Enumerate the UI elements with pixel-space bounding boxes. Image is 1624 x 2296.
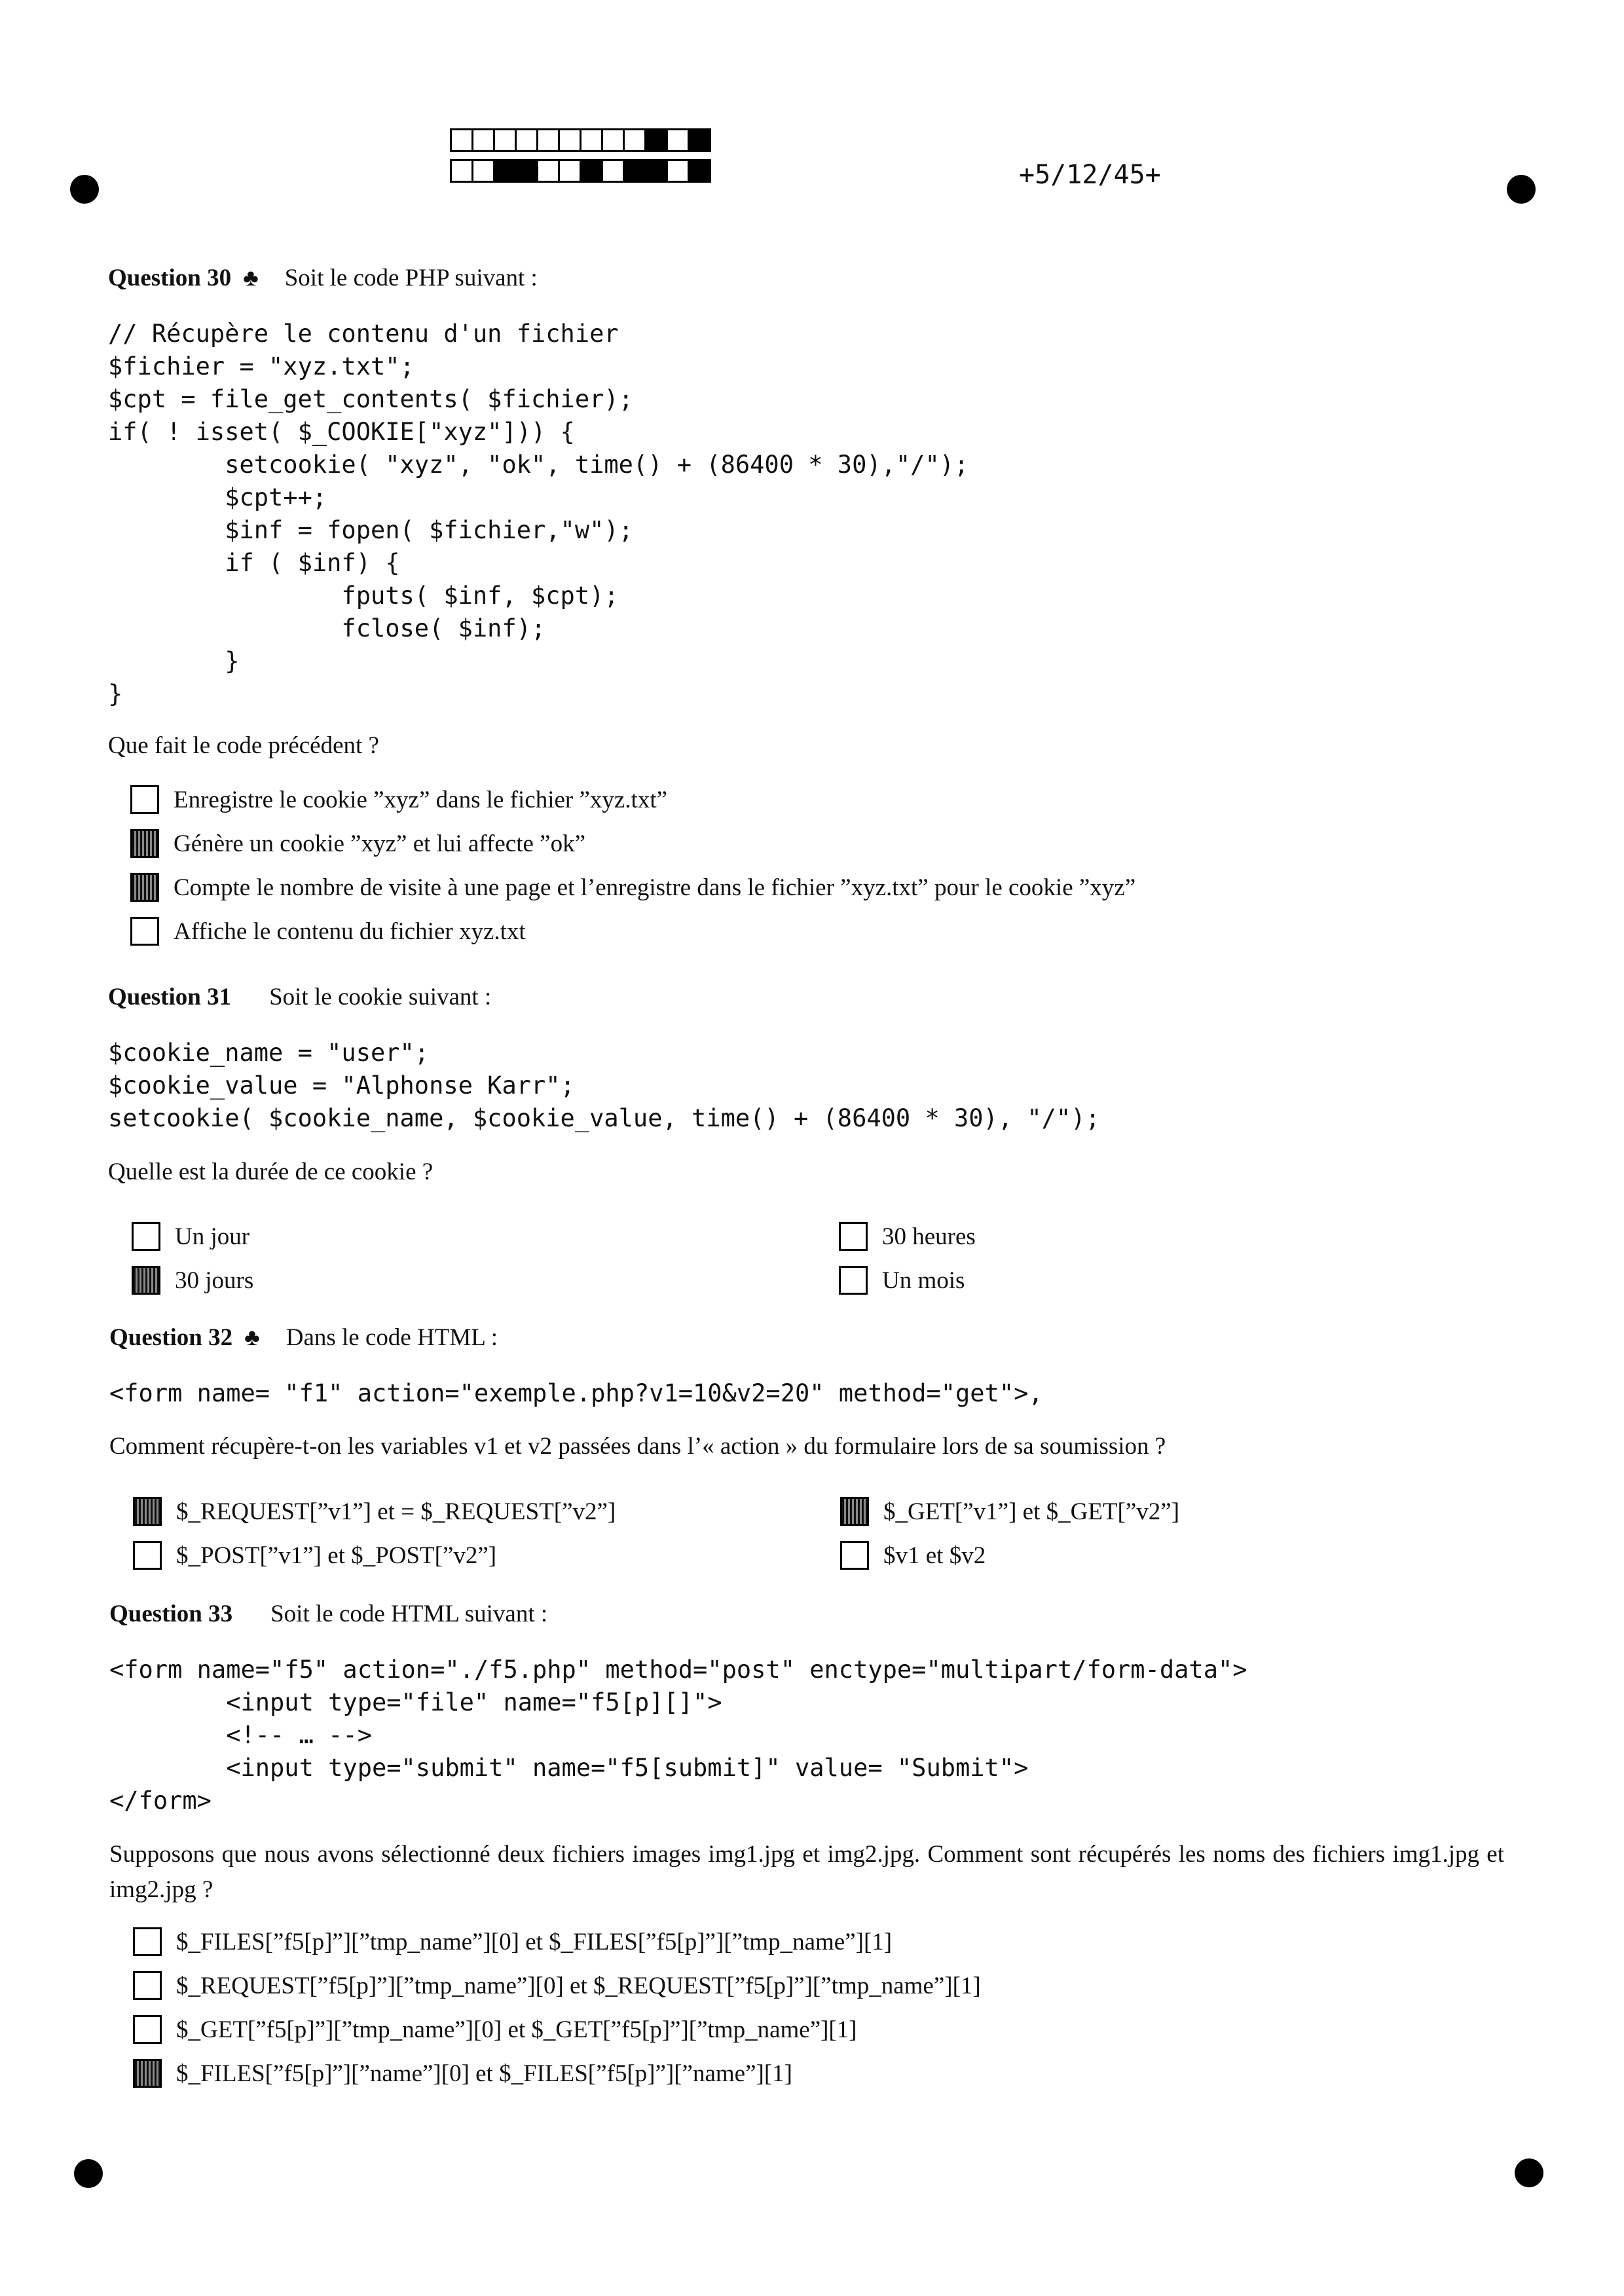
question-33-prompt: Supposons que nous avons sélectionné deux fichiers images img1.jpg et img2.jpg. Comment sont récupérés les noms des fichiers img1.jpg et img2.jpg ? xyxy=(109,1841,1504,1903)
answer-checkbox[interactable] xyxy=(839,1266,868,1295)
barcode-cell xyxy=(471,159,495,183)
question-intro: Dans le code HTML : xyxy=(286,1324,498,1351)
answer-checkbox[interactable] xyxy=(130,785,159,814)
question-30-prompt: Que fait le code précédent ? xyxy=(108,732,379,759)
question-31-header xyxy=(108,983,491,1011)
barcode-cell xyxy=(515,159,538,183)
barcode-cell xyxy=(666,128,690,152)
answer-checkbox[interactable] xyxy=(133,1971,162,2000)
answer-checkbox[interactable] xyxy=(839,1222,868,1251)
answer-checkbox[interactable] xyxy=(130,873,159,902)
barcode-cell xyxy=(558,128,581,152)
answer-checkbox[interactable] xyxy=(840,1541,869,1570)
answer-option[interactable] xyxy=(839,1222,976,1251)
question-30-code: // Récupère le contenu d'un fichier $fichier = "xyz.txt"; $cpt = file_get_contents( $fichier); if( ! isset( $_COOKIE["xyz"])) { setcookie( "xyz", "ok", time() + (86400 * 30),"/"); $cpt++; $inf = fopen( $fichier,"w"); if ( $inf) { fputs( $inf, $cpt); fclose( $inf); } } xyxy=(108,320,969,708)
answer-text: Affiche le contenu du fichier xyz.txt xyxy=(174,917,526,945)
registration-mark-top-left xyxy=(70,175,99,204)
answer-text: $_FILES[”f5[p]”][”name”][0] et $_FILES[”f5[p]”][”name”][1] xyxy=(176,2060,792,2087)
barcode-cell xyxy=(450,159,473,183)
barcode-cell xyxy=(450,128,473,152)
barcode-cell xyxy=(493,128,517,152)
answer-text: $_FILES[”f5[p]”][”tmp_name”][0] et $_FILES[”f5[p]”][”tmp_name”][1] xyxy=(176,1928,893,1955)
answer-option[interactable] xyxy=(130,917,526,946)
answer-option[interactable] xyxy=(133,1971,981,2000)
answer-text: $_GET[”f5[p]”][”tmp_name”][0] et $_GET[”f5[p]”][”tmp_name”][1] xyxy=(176,2016,857,2043)
answer-text: $_POST[”v1”] et $_POST[”v2”] xyxy=(176,1542,497,1569)
answer-text: Enregistre le cookie ”xyz” dans le fichier ”xyz.txt” xyxy=(174,786,668,813)
question-intro: Soit le code HTML suivant : xyxy=(270,1601,548,1627)
question-intro: Soit le code PHP suivant : xyxy=(284,265,538,291)
answer-text: 30 jours xyxy=(175,1267,254,1294)
question-32-header xyxy=(109,1324,498,1352)
question-31-code: $cookie_name = "user"; $cookie_value = "Alphonse Karr"; setcookie( $cookie_name, $cookie_value, time() + (86400 * 30), "/"); xyxy=(108,1039,1100,1132)
answer-checkbox[interactable] xyxy=(130,917,159,946)
barcode-cell xyxy=(580,128,603,152)
page-identifier: +5/12/45+ xyxy=(1019,160,1161,190)
answer-text: $_REQUEST[”f5[p]”][”tmp_name”][0] et $_REQUEST[”f5[p]”][”tmp_name”][1] xyxy=(176,1972,981,1999)
answer-text: 30 heures xyxy=(882,1223,976,1250)
answer-text: Un jour xyxy=(175,1223,250,1250)
answer-checkbox[interactable] xyxy=(840,1497,869,1526)
page-barcode-bottom-row xyxy=(452,159,711,183)
question-label: Question 33 xyxy=(109,1601,233,1627)
answer-checkbox[interactable] xyxy=(132,1222,160,1251)
club-icon: ♣ xyxy=(243,265,259,291)
answer-checkbox[interactable] xyxy=(133,1541,162,1570)
question-33-header xyxy=(109,1600,547,1628)
answer-checkbox[interactable] xyxy=(133,1927,162,1956)
question-label: Question 30 xyxy=(108,265,232,291)
answer-option[interactable] xyxy=(133,2059,792,2088)
question-intro: Soit le cookie suivant : xyxy=(269,984,492,1010)
barcode-cell xyxy=(666,159,690,183)
barcode-cell xyxy=(623,159,646,183)
answer-option[interactable] xyxy=(132,1266,253,1295)
barcode-cell xyxy=(601,128,625,152)
answer-option[interactable] xyxy=(130,829,585,858)
answer-checkbox[interactable] xyxy=(133,2059,162,2088)
barcode-cell xyxy=(580,159,603,183)
answer-text: Génère un cookie ”xyz” et lui affecte ”ok” xyxy=(174,830,585,857)
answer-option[interactable] xyxy=(840,1541,986,1570)
question-32-code: <form name= "f1" action="exemple.php?v1=10&v2=20" method="get">, xyxy=(109,1379,1043,1407)
question-32-prompt: Comment récupère-t-on les variables v1 et v2 passées dans l’« action » du formulaire lors de sa soumission ? xyxy=(109,1433,1166,1460)
answer-text: $v1 et $v2 xyxy=(883,1542,986,1569)
barcode-cell xyxy=(536,159,560,183)
club-icon: ♣ xyxy=(244,1324,260,1350)
barcode-cell xyxy=(536,128,560,152)
answer-option[interactable] xyxy=(133,1497,616,1526)
barcode-cell xyxy=(644,128,668,152)
answer-checkbox[interactable] xyxy=(133,1497,162,1526)
barcode-cell xyxy=(623,128,646,152)
barcode-cell xyxy=(515,128,538,152)
answer-option[interactable] xyxy=(133,1927,892,1956)
question-label: Question 31 xyxy=(108,984,232,1010)
question-33-code: <form name="f5" action="./f5.php" method="post" enctype="multipart/form-data"> <input type="file" name="f5[p][]"> <!-- … --> <input type="submit" name="f5[submit]" value= "Submit"> </form> xyxy=(109,1656,1247,1815)
question-31-prompt: Quelle est la durée de ce cookie ? xyxy=(108,1158,434,1185)
answer-checkbox[interactable] xyxy=(133,2015,162,2044)
answer-option[interactable] xyxy=(133,1541,496,1570)
answer-option[interactable] xyxy=(130,873,1135,902)
answer-text: Compte le nombre de visite à une page et l’enregistre dans le fichier ”xyz.txt” pour le cookie ”xyz” xyxy=(174,874,1136,901)
answer-option[interactable] xyxy=(132,1222,249,1251)
barcode-cell xyxy=(688,159,711,183)
registration-mark-top-right xyxy=(1507,175,1536,204)
barcode-cell xyxy=(558,159,581,183)
barcode-cell xyxy=(688,128,711,152)
answer-checkbox[interactable] xyxy=(132,1266,160,1295)
registration-mark-bottom-right xyxy=(1515,2158,1543,2187)
barcode-cell xyxy=(493,159,517,183)
barcode-cell xyxy=(644,159,668,183)
answer-option[interactable] xyxy=(840,1497,1179,1526)
answer-checkbox[interactable] xyxy=(130,829,159,858)
answer-option[interactable] xyxy=(133,2015,857,2044)
barcode-cell xyxy=(601,159,625,183)
registration-mark-bottom-left xyxy=(74,2159,103,2188)
question-label: Question 32 xyxy=(109,1324,233,1351)
answer-text: Un mois xyxy=(882,1267,965,1294)
answer-option[interactable] xyxy=(839,1266,965,1295)
barcode-cell xyxy=(471,128,495,152)
page-barcode-top-row xyxy=(452,128,711,152)
answer-text: $_REQUEST[”v1”] et = $_REQUEST[”v2”] xyxy=(176,1498,616,1525)
question-30-header xyxy=(108,264,538,292)
answer-option[interactable] xyxy=(130,785,667,814)
answer-text: $_GET[”v1”] et $_GET[”v2”] xyxy=(883,1498,1180,1525)
